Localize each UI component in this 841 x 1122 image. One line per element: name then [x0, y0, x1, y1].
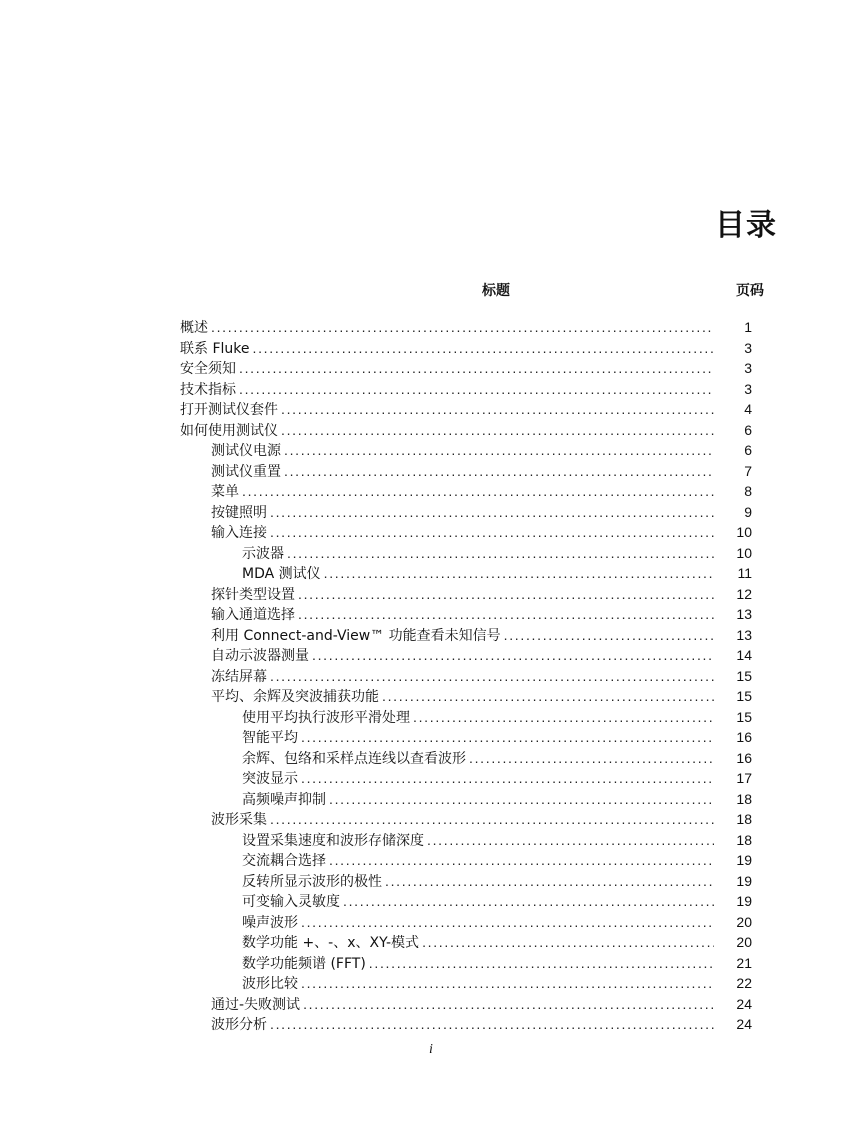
- toc-entry-title: 按键照明: [211, 504, 267, 521]
- dot-leader: [369, 953, 714, 974]
- toc-entry-title: 可变输入灵敏度: [242, 894, 340, 910]
- dot-leader: [301, 768, 714, 789]
- toc-entry-page: 22: [736, 975, 752, 991]
- dot-leader: [427, 830, 714, 851]
- toc-entry-page: 17: [736, 770, 752, 786]
- toc-header-page: 页码: [736, 283, 764, 299]
- dot-leader: [469, 748, 714, 769]
- dot-leader: [301, 973, 714, 994]
- toc-entry[interactable]: [180, 994, 752, 1015]
- toc-entry-title: 余辉、包络和采样点连线以查看波形: [242, 750, 466, 767]
- toc-entry-page: 24: [736, 1016, 752, 1032]
- toc-entry-title: 数学功能 +、-、x、XY-模式: [242, 935, 420, 951]
- toc-entry[interactable]: [180, 891, 752, 912]
- dot-leader: [281, 399, 714, 420]
- dot-leader: [270, 666, 714, 687]
- toc-entry-title: 自动示波器测量: [211, 648, 309, 664]
- toc-entry[interactable]: [180, 543, 752, 564]
- toc-entry[interactable]: [180, 666, 752, 687]
- toc-entry[interactable]: [180, 973, 752, 994]
- toc-entry[interactable]: [180, 440, 752, 461]
- toc-entry-page: 9: [744, 503, 752, 520]
- toc-entry-page: 19: [736, 852, 752, 868]
- dot-leader: [270, 809, 714, 830]
- dot-leader: [270, 1014, 714, 1035]
- toc-entry-page: 15: [736, 667, 752, 684]
- toc-entry[interactable]: [180, 707, 752, 728]
- toc-entry-title: 噪声波形: [242, 914, 298, 931]
- toc-entry-page: 20: [736, 934, 752, 950]
- dot-leader: [270, 502, 714, 523]
- toc-entry-page: 3: [744, 380, 752, 397]
- dot-leader: [504, 625, 714, 646]
- dot-leader: [253, 338, 715, 359]
- toc-entry[interactable]: [180, 830, 752, 851]
- toc-entry-page: 24: [736, 995, 752, 1012]
- toc-header-title: 标题: [482, 283, 510, 299]
- toc-entry-title: 测试仪电源: [211, 443, 281, 459]
- toc-entry-title: 输入通道选择: [211, 607, 295, 623]
- toc-entry[interactable]: [180, 358, 752, 379]
- document-title: 目录: [715, 208, 777, 243]
- dot-leader: [329, 789, 714, 810]
- toc-entry-page: 15: [736, 688, 752, 704]
- toc-entry[interactable]: [180, 953, 752, 974]
- toc-entry-title: 探针类型设置: [211, 586, 295, 603]
- dot-leader: [301, 912, 714, 933]
- toc-entry-title: 反转所显示波形的极性: [242, 873, 382, 890]
- toc-entry[interactable]: [180, 481, 752, 502]
- toc-entry[interactable]: [180, 748, 752, 769]
- toc-entry-title: 数学功能频谱 (FFT): [242, 955, 366, 972]
- toc-entry[interactable]: [180, 1014, 752, 1035]
- toc-entry-title: 概述: [180, 320, 208, 336]
- dot-leader: [413, 707, 714, 728]
- toc-entry[interactable]: [180, 522, 752, 543]
- dot-leader: [298, 604, 714, 625]
- toc-entry-title: 通过-失败测试: [211, 996, 301, 1013]
- toc-entry-page: 18: [736, 790, 752, 807]
- toc-entry[interactable]: [180, 502, 752, 523]
- toc-entry[interactable]: [180, 420, 752, 441]
- toc-entry-title: 波形比较: [242, 976, 298, 992]
- toc-entry[interactable]: [180, 727, 752, 748]
- dot-leader: [284, 461, 714, 482]
- toc-entry-title: 测试仪重置: [211, 463, 281, 480]
- toc-entry-page: 6: [744, 442, 752, 458]
- dot-leader: [239, 358, 714, 379]
- toc-entry-title: 智能平均: [242, 730, 298, 746]
- toc-entry[interactable]: [180, 379, 752, 400]
- toc-entry[interactable]: [180, 768, 752, 789]
- toc-entry-title: 冻结屏幕: [211, 668, 267, 685]
- toc-entry[interactable]: [180, 338, 752, 359]
- toc-entry-title: 波形采集: [211, 812, 267, 828]
- toc-entry-title: 波形分析: [211, 1017, 267, 1033]
- toc-entry-title: 联系 Fluke: [180, 340, 250, 357]
- dot-leader: [242, 481, 714, 502]
- toc-entry-title: 交流耦合选择: [242, 853, 326, 869]
- toc-entry[interactable]: [180, 850, 752, 871]
- table-of-contents: [180, 317, 752, 1035]
- dot-leader: [312, 645, 714, 666]
- toc-entry[interactable]: [180, 809, 752, 830]
- toc-entry[interactable]: [180, 461, 752, 482]
- toc-entry-page: 16: [736, 749, 752, 766]
- toc-entry-title: 输入连接: [211, 525, 267, 541]
- toc-entry-page: 13: [736, 606, 752, 622]
- page-number: i: [429, 1042, 433, 1057]
- toc-entry[interactable]: [180, 625, 752, 646]
- toc-entry-title: 高频噪声抑制: [242, 791, 326, 808]
- toc-entry[interactable]: [180, 912, 752, 933]
- toc-entry-page: 4: [744, 401, 752, 417]
- toc-entry-title: MDA 测试仪: [242, 566, 321, 582]
- toc-entry-page: 11: [737, 565, 752, 581]
- toc-entry-title: 平均、余辉及突波捕获功能: [211, 689, 379, 705]
- dot-leader: [281, 420, 714, 441]
- toc-entry[interactable]: [180, 399, 752, 420]
- toc-entry-page: 14: [736, 647, 752, 663]
- toc-entry-title: 利用 Connect-and-View™ 功能查看未知信号: [211, 627, 501, 644]
- toc-entry-title: 使用平均执行波形平滑处理: [242, 709, 410, 726]
- toc-entry-page: 16: [736, 729, 752, 745]
- dot-leader: [382, 686, 714, 707]
- dot-leader: [385, 871, 714, 892]
- toc-entry-page: 8: [744, 483, 752, 499]
- toc-entry-page: 13: [736, 626, 752, 643]
- dot-leader: [284, 440, 714, 461]
- toc-entry-title: 安全须知: [180, 361, 236, 377]
- dot-leader: [303, 994, 714, 1015]
- dot-leader: [301, 727, 714, 748]
- toc-entry-title: 突波显示: [242, 771, 298, 787]
- toc-entry[interactable]: [180, 686, 752, 707]
- toc-entry-page: 10: [736, 544, 752, 561]
- dot-leader: [287, 543, 714, 564]
- toc-entry-page: 1: [744, 319, 752, 335]
- toc-entry[interactable]: [180, 584, 752, 605]
- toc-entry-page: 7: [744, 462, 752, 479]
- toc-entry-title: 示波器: [242, 545, 284, 562]
- toc-entry-page: 15: [736, 708, 752, 725]
- toc-entry-page: 20: [736, 913, 752, 930]
- toc-entry-page: 19: [736, 872, 752, 889]
- toc-entry[interactable]: [180, 317, 752, 338]
- dot-leader: [298, 584, 714, 605]
- toc-entry-page: 21: [736, 954, 752, 971]
- toc-entry-page: 3: [744, 339, 752, 356]
- toc-entry[interactable]: [180, 645, 752, 666]
- toc-entry-title: 打开测试仪套件: [180, 402, 278, 418]
- toc-entry-page: 6: [744, 421, 752, 438]
- dot-leader: [270, 522, 714, 543]
- toc-entry-page: 18: [736, 811, 752, 827]
- toc-entry-title: 技术指标: [180, 381, 236, 398]
- toc-entry[interactable]: [180, 604, 752, 625]
- toc-entry[interactable]: [180, 932, 752, 953]
- toc-entry[interactable]: [180, 563, 752, 584]
- dot-leader: [324, 563, 714, 584]
- toc-entry-title: 设置采集速度和波形存储深度: [242, 832, 424, 849]
- dot-leader: [422, 932, 714, 953]
- toc-entry[interactable]: [180, 789, 752, 810]
- toc-entry-page: 19: [736, 893, 752, 909]
- dot-leader: [343, 891, 714, 912]
- toc-entry-page: 3: [744, 360, 752, 376]
- dot-leader: [211, 317, 714, 338]
- dot-leader: [329, 850, 714, 871]
- dot-leader: [239, 379, 714, 400]
- toc-entry-page: 12: [736, 585, 752, 602]
- toc-entry-title: 菜单: [211, 484, 239, 500]
- toc-entry-page: 18: [736, 831, 752, 848]
- toc-entry-title: 如何使用测试仪: [180, 422, 278, 439]
- toc-entry[interactable]: [180, 871, 752, 892]
- toc-entry-page: 10: [736, 524, 752, 540]
